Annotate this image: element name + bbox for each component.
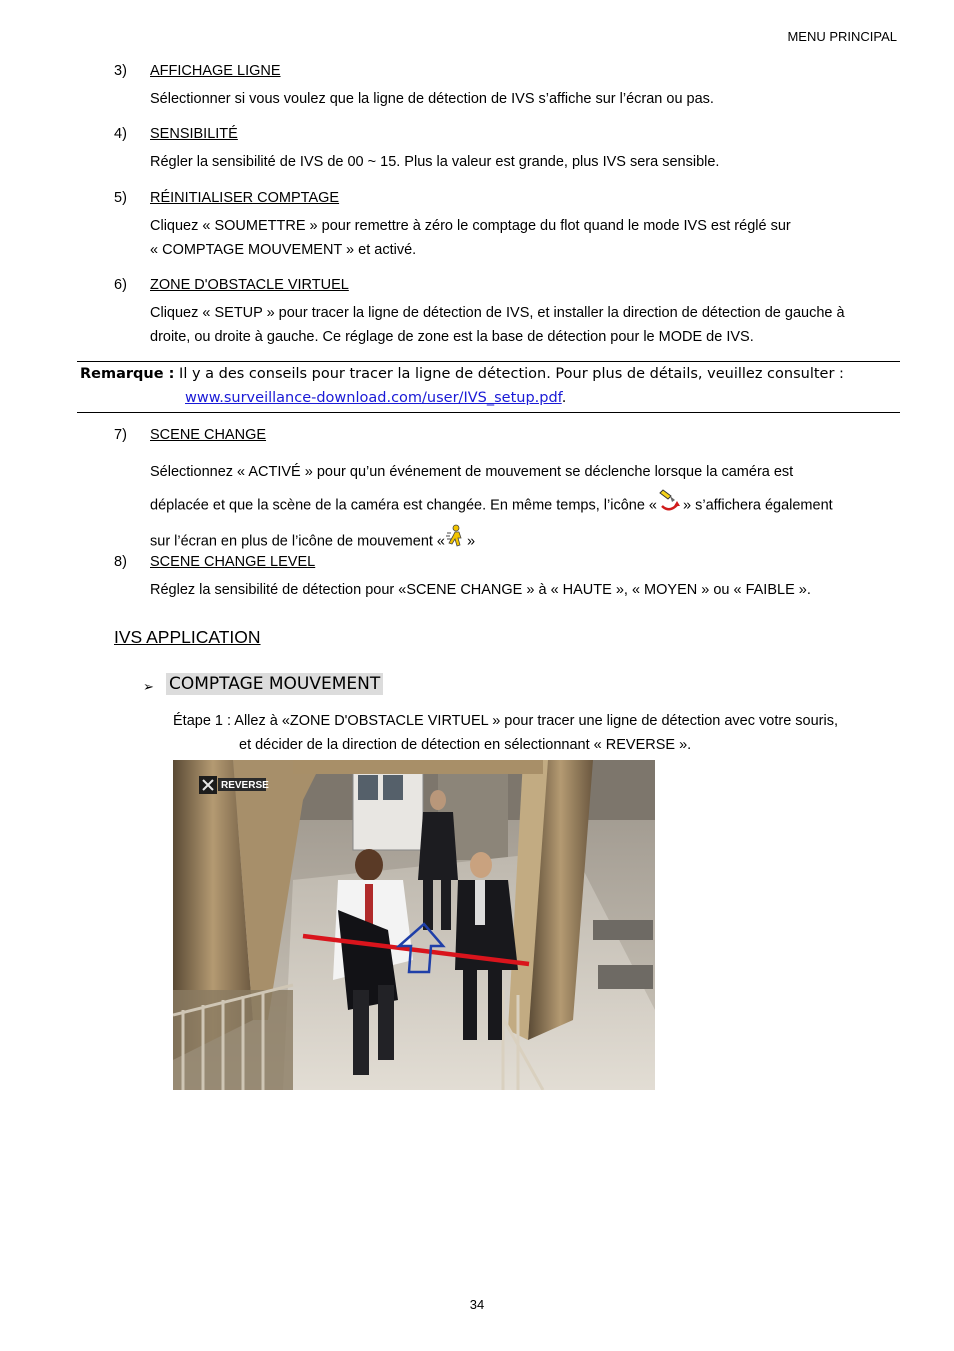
item-description <box>150 301 900 349</box>
scene-change-icon <box>657 487 683 524</box>
description-line: droite, ou droite à gauche. Ce réglage de zone est la base de détection pour le MODE de IVS. <box>150 329 754 345</box>
remark-label: Remarque : <box>80 366 175 382</box>
step-text <box>173 709 838 757</box>
item-title: RÉINITIALISER COMPTAGE <box>150 190 340 206</box>
description-line: Cliquez « SOUMETTRE » pour remettre à zéro le comptage du flot quand le mode IVS est réglé sur <box>150 218 791 234</box>
subsection-title: COMPTAGE MOUVEMENT <box>166 673 383 695</box>
remark-text: Il y a des conseils pour tracer la ligne de détection. Pour plus de détails, veuillez consulter : <box>179 366 844 382</box>
item-description: Sélectionner si vous voulez que la ligne de détection de IVS s’affiche sur l’écran ou pas. <box>150 91 714 107</box>
section-heading: IVS APPLICATION <box>114 627 261 647</box>
item-description <box>150 458 900 559</box>
description-fragment: » <box>467 533 476 550</box>
item-number: 6) <box>114 277 127 293</box>
description-line: Sélectionnez « ACTIVÉ » pour qu’un événement de mouvement se déclenche lorsque la caméra est <box>150 464 794 480</box>
item-number: 7) <box>114 427 127 443</box>
remark-link-line <box>185 390 566 406</box>
item-title: AFFICHAGE LIGNE <box>150 63 281 79</box>
setup-guide-link[interactable]: www.surveillance-download.com/user/IVS_setup.pdf <box>185 390 562 406</box>
reverse-label: REVERSE <box>221 780 269 791</box>
item-description <box>150 214 900 262</box>
item-number: 5) <box>114 190 127 206</box>
description-line: « COMPTAGE MOUVEMENT » et activé. <box>150 242 417 258</box>
item-description: Réglez la sensibilité de détection pour «SCENE CHANGE » à « HAUTE », « MOYEN » ou « FAIBLE ». <box>150 582 811 598</box>
remark-line <box>80 366 844 382</box>
step-line: et décider de la direction de détection en sélectionnant « REVERSE ». <box>239 737 692 753</box>
description-line <box>150 487 900 524</box>
description-line: Cliquez « SETUP » pour tracer la ligne de détection de IVS, et installer la direction de détection de gauche à <box>150 305 845 321</box>
camera-view-image <box>173 760 655 1090</box>
item-title: SCENE CHANGE <box>150 427 267 443</box>
remark-box <box>77 361 900 413</box>
page-number: 34 <box>469 1297 485 1312</box>
remark-link-suffix: . <box>561 390 567 406</box>
item-title: SENSIBILITÉ <box>150 126 238 142</box>
bullet-arrow-icon: ➢ <box>143 679 154 694</box>
step-line: Étape 1 : Allez à «ZONE D'OBSTACLE VIRTUEL » pour tracer une ligne de détection avec votre souris, <box>173 713 838 729</box>
item-number: 4) <box>114 126 127 142</box>
item-title: SCENE CHANGE LEVEL <box>150 554 316 570</box>
item-title: ZONE D'OBSTACLE VIRTUEL <box>150 277 349 293</box>
item-description: Régler la sensibilité de IVS de 00 ~ 15. Plus la valeur est grande, plus IVS sera sensible. <box>150 154 720 170</box>
item-number: 8) <box>114 554 127 570</box>
motion-icon <box>445 524 467 559</box>
description-fragment: déplacée et que la scène de la caméra est changée. En même temps, l’icône « <box>150 497 657 514</box>
page-header: MENU PRINCIPAL <box>787 29 897 44</box>
description-fragment: » s’affichera également <box>683 497 833 514</box>
description-fragment: sur l’écran en plus de l’icône de mouvement « <box>150 533 445 550</box>
item-number: 3) <box>114 63 127 79</box>
